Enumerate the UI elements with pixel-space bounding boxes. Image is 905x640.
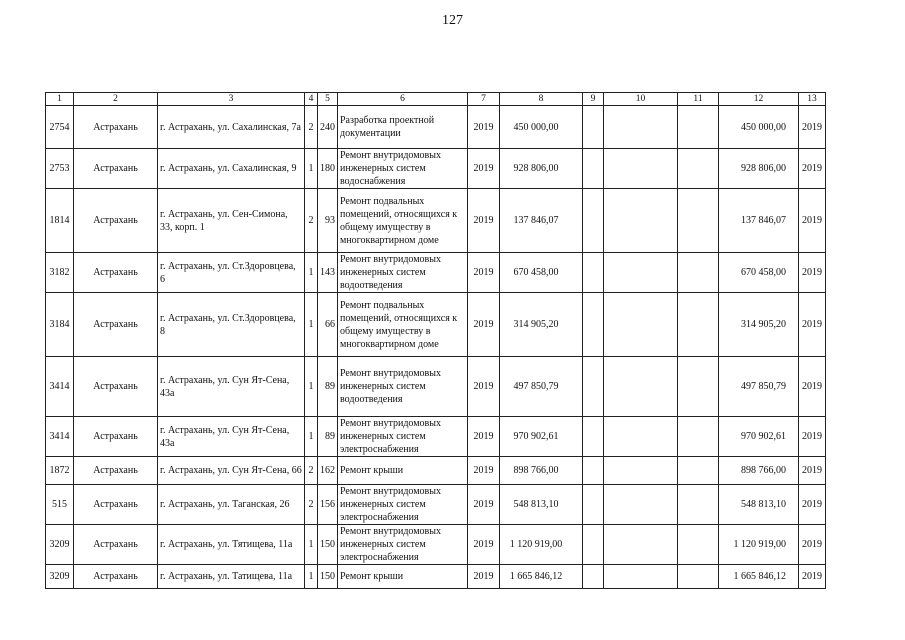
work-type-cell: Ремонт внутридомовых инженерных систем электроснабжения: [338, 417, 468, 457]
city-cell: Астрахань: [74, 189, 158, 253]
year-end-cell: 2019: [799, 293, 826, 357]
year-cell: 2019: [468, 149, 500, 189]
house-id-cell: 2754: [46, 106, 74, 149]
empty-cell: [678, 293, 719, 357]
work-type-cell: Ремонт крыши: [338, 457, 468, 485]
year-end-cell: 2019: [799, 565, 826, 589]
total-cell: 928 806,00: [719, 149, 799, 189]
empty-cell: [678, 525, 719, 565]
floors-cell: 1: [305, 417, 318, 457]
empty-cell: [583, 189, 604, 253]
year-cell: 2019: [468, 485, 500, 525]
empty-cell: [604, 293, 678, 357]
house-id-cell: 2753: [46, 149, 74, 189]
work-type-cell: Ремонт крыши: [338, 565, 468, 589]
year-end-cell: 2019: [799, 149, 826, 189]
empty-cell: [678, 457, 719, 485]
area-cell: 156: [318, 485, 338, 525]
work-type-cell: Ремонт внутридомовых инженерных систем водоотведения: [338, 253, 468, 293]
house-id-cell: 3182: [46, 253, 74, 293]
year-end-cell: 2019: [799, 357, 826, 417]
year-end-cell: 2019: [799, 485, 826, 525]
work-type-cell: Ремонт внутридомовых инженерных систем водоснабжения: [338, 149, 468, 189]
amount-cell: 928 806,00: [500, 149, 583, 189]
table-row: [46, 525, 826, 565]
area-cell: 162: [318, 457, 338, 485]
empty-cell: [678, 253, 719, 293]
city-cell: Астрахань: [74, 149, 158, 189]
work-type-cell: Ремонт внутридомовых инженерных систем водоотведения: [338, 357, 468, 417]
floors-cell: 2: [305, 106, 318, 149]
floors-cell: 2: [305, 485, 318, 525]
city-cell: Астрахань: [74, 253, 158, 293]
empty-cell: [583, 525, 604, 565]
work-type-cell: Разработка проектной документации: [338, 106, 468, 149]
area-cell: 240: [318, 106, 338, 149]
year-end-cell: 2019: [799, 106, 826, 149]
total-cell: 1 120 919,00: [719, 525, 799, 565]
area-cell: 180: [318, 149, 338, 189]
table-row: [46, 457, 826, 485]
total-cell: 137 846,07: [719, 189, 799, 253]
empty-cell: [583, 357, 604, 417]
empty-cell: [583, 417, 604, 457]
address-cell: г. Астрахань, ул. Сахалинская, 9: [158, 149, 305, 189]
address-cell: г. Астрахань, ул. Тятищева, 11а: [158, 525, 305, 565]
empty-cell: [678, 565, 719, 589]
total-cell: 970 902,61: [719, 417, 799, 457]
year-cell: 2019: [468, 457, 500, 485]
city-cell: Астрахань: [74, 417, 158, 457]
column-number: 3: [158, 93, 305, 106]
address-cell: г. Астрахань, ул. Сахалинская, 7а: [158, 106, 305, 149]
table-row: [46, 189, 826, 253]
empty-cell: [604, 357, 678, 417]
table-row: [46, 293, 826, 357]
floors-cell: 1: [305, 525, 318, 565]
amount-cell: 314 905,20: [500, 293, 583, 357]
year-end-cell: 2019: [799, 417, 826, 457]
house-id-cell: 3414: [46, 417, 74, 457]
table-row: [46, 485, 826, 525]
house-id-cell: 1814: [46, 189, 74, 253]
empty-cell: [604, 485, 678, 525]
amount-cell: 548 813,10: [500, 485, 583, 525]
table-row: [46, 357, 826, 417]
floors-cell: 1: [305, 293, 318, 357]
empty-cell: [583, 457, 604, 485]
column-number: 5: [318, 93, 338, 106]
area-cell: 150: [318, 565, 338, 589]
year-end-cell: 2019: [799, 457, 826, 485]
total-cell: 548 813,10: [719, 485, 799, 525]
empty-cell: [678, 417, 719, 457]
amount-cell: 670 458,00: [500, 253, 583, 293]
year-cell: 2019: [468, 106, 500, 149]
empty-cell: [604, 417, 678, 457]
page-number: 127: [442, 13, 463, 28]
total-cell: 898 766,00: [719, 457, 799, 485]
year-cell: 2019: [468, 525, 500, 565]
column-number-row: [46, 93, 826, 106]
area-cell: 93: [318, 189, 338, 253]
total-cell: 450 000,00: [719, 106, 799, 149]
empty-cell: [604, 106, 678, 149]
column-number: 8: [500, 93, 583, 106]
address-cell: г. Астрахань, ул. Ст.Здоровцева, 6: [158, 253, 305, 293]
total-cell: 1 665 846,12: [719, 565, 799, 589]
total-cell: 314 905,20: [719, 293, 799, 357]
year-cell: 2019: [468, 253, 500, 293]
empty-cell: [678, 357, 719, 417]
area-cell: 66: [318, 293, 338, 357]
table-row: [46, 149, 826, 189]
floors-cell: 1: [305, 253, 318, 293]
column-number: 6: [338, 93, 468, 106]
year-cell: 2019: [468, 417, 500, 457]
city-cell: Астрахань: [74, 293, 158, 357]
city-cell: Астрахань: [74, 357, 158, 417]
empty-cell: [678, 189, 719, 253]
city-cell: Астрахань: [74, 106, 158, 149]
empty-cell: [678, 149, 719, 189]
empty-cell: [604, 565, 678, 589]
column-number: 4: [305, 93, 318, 106]
column-number: 13: [799, 93, 826, 106]
address-cell: г. Астрахань, ул. Таганская, 26: [158, 485, 305, 525]
column-number: 9: [583, 93, 604, 106]
empty-cell: [583, 565, 604, 589]
empty-cell: [583, 293, 604, 357]
table-row: [46, 106, 826, 149]
address-cell: г. Астрахань, ул. Татищева, 11а: [158, 565, 305, 589]
repair-program-table: [45, 92, 826, 589]
floors-cell: 2: [305, 189, 318, 253]
floors-cell: 1: [305, 565, 318, 589]
empty-cell: [583, 106, 604, 149]
address-cell: г. Астрахань, ул. Сун Ят-Сена, 43а: [158, 357, 305, 417]
amount-cell: 1 665 846,12: [500, 565, 583, 589]
year-end-cell: 2019: [799, 189, 826, 253]
empty-cell: [604, 149, 678, 189]
amount-cell: 497 850,79: [500, 357, 583, 417]
house-id-cell: 3414: [46, 357, 74, 417]
column-number: 12: [719, 93, 799, 106]
year-cell: 2019: [468, 565, 500, 589]
table-row: [46, 565, 826, 589]
work-type-cell: Ремонт внутридомовых инженерных систем электроснабжения: [338, 485, 468, 525]
house-id-cell: 1872: [46, 457, 74, 485]
address-cell: г. Астрахань, ул. Сен-Симона, 33, корп. 1: [158, 189, 305, 253]
amount-cell: 898 766,00: [500, 457, 583, 485]
table-row: [46, 417, 826, 457]
floors-cell: 1: [305, 149, 318, 189]
house-id-cell: 3184: [46, 293, 74, 357]
empty-cell: [604, 189, 678, 253]
address-cell: г. Астрахань, ул. Сун Ят-Сена, 43а: [158, 417, 305, 457]
empty-cell: [583, 485, 604, 525]
empty-cell: [604, 253, 678, 293]
column-number: 1: [46, 93, 74, 106]
column-number: 2: [74, 93, 158, 106]
floors-cell: 2: [305, 457, 318, 485]
area-cell: 89: [318, 357, 338, 417]
year-cell: 2019: [468, 357, 500, 417]
empty-cell: [678, 106, 719, 149]
city-cell: Астрахань: [74, 525, 158, 565]
area-cell: 89: [318, 417, 338, 457]
amount-cell: 970 902,61: [500, 417, 583, 457]
total-cell: 670 458,00: [719, 253, 799, 293]
city-cell: Астрахань: [74, 485, 158, 525]
year-cell: 2019: [468, 189, 500, 253]
table-row: [46, 253, 826, 293]
year-end-cell: 2019: [799, 253, 826, 293]
empty-cell: [583, 253, 604, 293]
year-cell: 2019: [468, 293, 500, 357]
area-cell: 143: [318, 253, 338, 293]
house-id-cell: 3209: [46, 565, 74, 589]
column-number: 11: [678, 93, 719, 106]
house-id-cell: 515: [46, 485, 74, 525]
column-number: 7: [468, 93, 500, 106]
floors-cell: 1: [305, 357, 318, 417]
city-cell: Астрахань: [74, 457, 158, 485]
empty-cell: [678, 485, 719, 525]
work-type-cell: Ремонт внутридомовых инженерных систем электроснабжения: [338, 525, 468, 565]
address-cell: г. Астрахань, ул. Сун Ят-Сена, 66: [158, 457, 305, 485]
empty-cell: [604, 457, 678, 485]
year-end-cell: 2019: [799, 525, 826, 565]
amount-cell: 1 120 919,00: [500, 525, 583, 565]
area-cell: 150: [318, 525, 338, 565]
empty-cell: [604, 525, 678, 565]
amount-cell: 137 846,07: [500, 189, 583, 253]
address-cell: г. Астрахань, ул. Ст.Здоровцева, 8: [158, 293, 305, 357]
amount-cell: 450 000,00: [500, 106, 583, 149]
house-id-cell: 3209: [46, 525, 74, 565]
work-type-cell: Ремонт подвальных помещений, относящихся к общему имуществу в многоквартирном доме: [338, 293, 468, 357]
column-number: 10: [604, 93, 678, 106]
city-cell: Астрахань: [74, 565, 158, 589]
total-cell: 497 850,79: [719, 357, 799, 417]
empty-cell: [583, 149, 604, 189]
work-type-cell: Ремонт подвальных помещений, относящихся к общему имуществу в многоквартирном доме: [338, 189, 468, 253]
